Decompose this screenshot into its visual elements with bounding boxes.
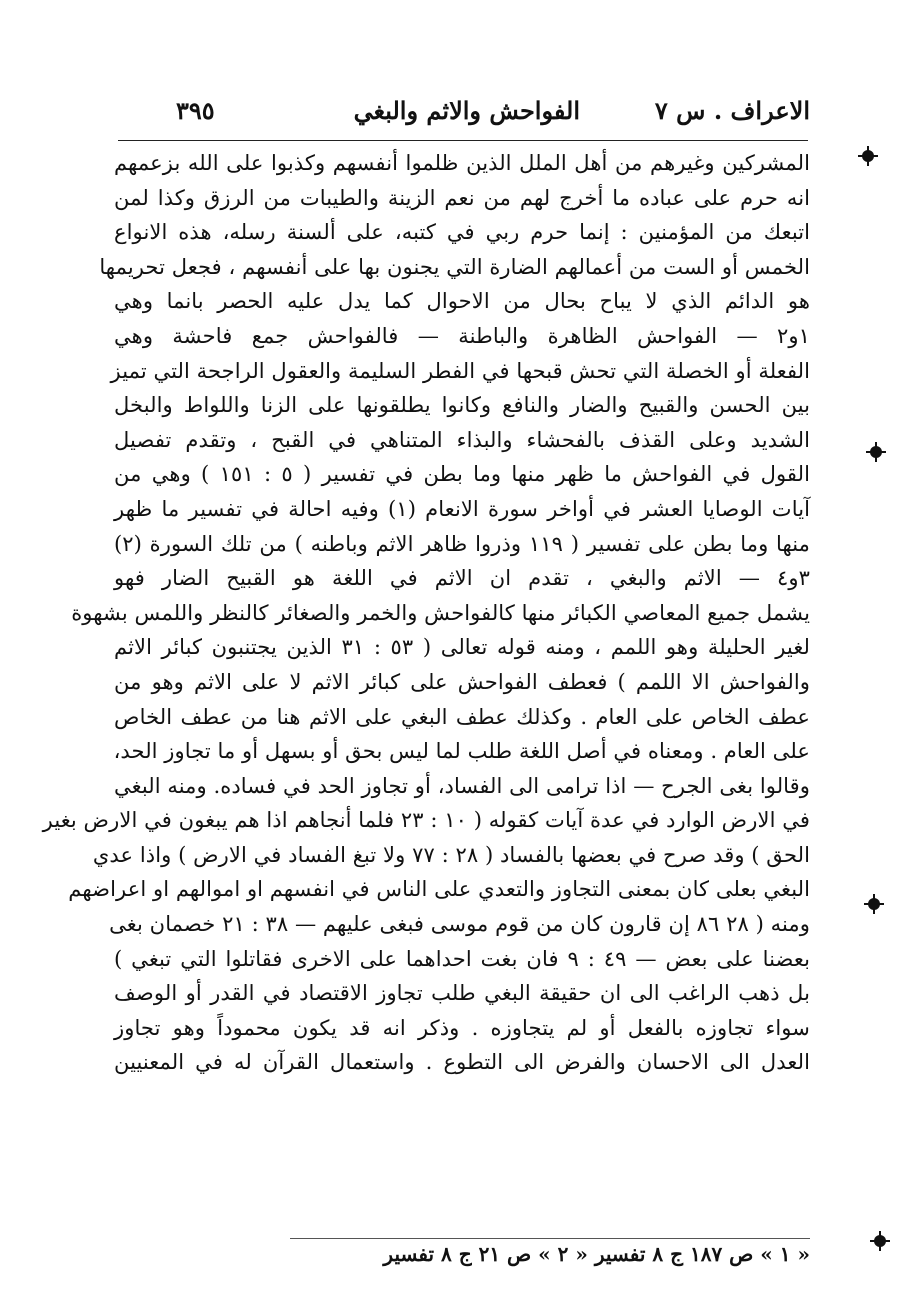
text-line: ٣و٤ — الاثم والبغي ، تقدم ان الاثم في اللغة هو القبيح الضار فهو (114, 565, 810, 591)
page-number: ٣٩٥ (176, 96, 215, 125)
text-line: ومنه ( ٢٨ ٨٦ إن قارون كان من قوم موسى فبغى عليهم — ٣٨ : ٢١ خصمان بغى (109, 911, 810, 937)
text-line: البغي بعلى كان بمعنى التجاوز والتعدي على الناس في انفسهم او اموالهم او اعراضهم (68, 876, 810, 902)
surah-reference: الاعراف . س ٧ (654, 96, 810, 125)
page-header (120, 96, 810, 136)
text-line: بعضنا على بعض — ٤٩ : ٩ فان بغت احداهما على الاخرى فقاتلوا التي تبغي ) (114, 945, 811, 971)
text-line: منها وما بطن على تفسير ( ١١٩ وذروا ظاهر الاثم وباطنه ) من تلك السورة (٢) (114, 530, 811, 556)
page-title: الفواحش والاثم والبغي (353, 96, 580, 125)
text-line: آيات الوصايا العشر في أواخر سورة الانعام (١) وفيه احالة في تفسير ما ظهر (114, 495, 810, 521)
text-line: انه حرم على عباده ما أخرج لهم من نعم الزينة والطيبات من الرزق وكذا لمن (114, 184, 810, 210)
text-line: سواء تجاوزه بالفعل أو لم يتجاوزه . وذكر انه قد يكون محموداً وهو تجاوز (114, 1014, 810, 1040)
text-line: لغير الحليلة وهو اللمم ، ومنه قوله تعالى ( ٥٣ : ٣١ الذين يجتنبون كبائر الاثم (114, 634, 810, 660)
margin-mark-icon (870, 446, 882, 458)
text-line: هو الدائم الذي لا يباح بحال من الاحوال كما يدل عليه الحصر بانما وهي (114, 288, 810, 314)
text-line: العدل الى الاحسان والفرض الى التطوع . واستعمال القرآن له في المعنيين (114, 1049, 810, 1075)
margin-mark-icon (862, 150, 874, 162)
text-line: اتبعك من المؤمنين : إنما حرم ربي في كتبه، على ألسنة رسله، هذه الانواع (114, 219, 810, 245)
text-line: عطف الخاص على العام . وكذلك عطف البغي على الاثم هنا من عطف الخاص (114, 703, 810, 729)
text-line: القول في الفواحش ما ظهر منها وما بطن في تفسير ( ٥ : ١٥١ ) وهي من (114, 461, 810, 487)
text-line: ١و٢ — الفواحش الظاهرة والباطنة — فالفواحش جمع فاحشة وهي (114, 322, 810, 348)
body-text (42, 146, 811, 1080)
text-line: الشديد وعلى القذف بالفحشاء والبذاء المتناهي في القبح ، وتقدم تفصيل (114, 426, 810, 452)
text-line: والفواحش الا اللمم ) فعطف الفواحش على كبائر الاثم لا على الاثم وهو من (114, 668, 810, 694)
text-line: الفعلة أو الخصلة التي تحش قبحها في الفطر السليمة والعقول الراجحة التي تميز (110, 357, 810, 383)
text-line: يشمل جميع المعاصي الكبائر منها كالفواحش والخمر والصغائر كالنظر واللمس بشهوة (71, 599, 810, 625)
text-line: الخمس أو الست من أعمالهم الضارة التي يجنون بها على أنفسهم ، فجعل تحريمها (99, 253, 810, 279)
text-line: وقالوا بغى الجرح — اذا ترامى الى الفساد، أو تجاوز الحد في فساده. ومنه البغي (114, 772, 810, 798)
footnotes: « ١ » ص ١٨٧ ج ٨ تفسير « ٢ » ص ٢١ ج ٨ تفسير (383, 1242, 810, 1266)
text-line: بل ذهب الراغب الى ان حقيقة البغي طلب تجاوز الاقتصاد في القدر أو الوصف (114, 980, 810, 1006)
header-rule (118, 140, 808, 141)
text-line: على العام . ومعناه في أصل اللغة طلب لما ليس بحق أو بسهل أو ما تجاوز الحد، (113, 738, 810, 764)
margin-mark-icon (868, 898, 880, 910)
text-line: المشركين وغيرهم من أهل الملل الذين ظلموا أنفسهم وكذبوا على الله بزعمهم (114, 150, 810, 175)
text-line: في الارض الوارد في عدة آيات كقوله ( ١٠ : ٢٣ فلما أنجاهم اذا هم يبغون في الارض بغير (42, 807, 810, 833)
footnote-rule (290, 1238, 810, 1239)
text-line: الحق ) وقد صرح في بعضها بالفساد ( ٢٨ : ٧٧ ولا تبغ الفساد في الارض ) واذا عدي (92, 841, 810, 867)
text-line: بين الحسن والقبيح والضار والنافع وكانوا يطلقونها على الزنا واللواط والبخل (114, 392, 810, 418)
margin-mark-icon (874, 1235, 886, 1247)
